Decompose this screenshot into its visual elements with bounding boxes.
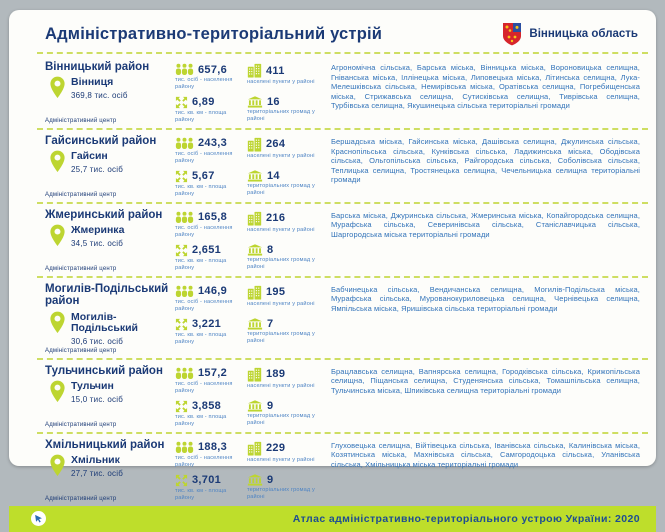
stat-settlements-label: населені пункти у районі: [247, 226, 315, 233]
center-info: [71, 150, 123, 174]
map-pin-icon: [49, 150, 66, 173]
stat-population: [175, 137, 243, 165]
district-stats: [175, 439, 327, 502]
stat-settlements-value: 216: [266, 212, 286, 225]
area-icon: [175, 400, 188, 413]
stat-hromadas: [247, 474, 327, 502]
center-population: 25,7 тис. осіб: [71, 164, 123, 174]
stat-population-value: 188,3: [198, 441, 228, 454]
people-icon: [175, 211, 194, 224]
buildings-icon: [247, 367, 262, 382]
center-name: Жмеринка: [71, 224, 125, 237]
center-info: [71, 224, 124, 248]
stat-hromadas-label: територіальних громад у районі: [247, 486, 315, 500]
district-summary: [45, 283, 175, 354]
stat-settlements-label: населені пункти у районі: [247, 456, 315, 463]
map-pin-icon: [49, 224, 66, 247]
stat-settlements: [247, 285, 327, 313]
stat-hromadas-label: територіальних громад у районі: [247, 330, 315, 344]
district-summary: [45, 439, 175, 502]
area-icon: [175, 474, 188, 487]
stat-area: [175, 244, 243, 272]
center-info: [71, 380, 123, 404]
bank-icon: [247, 318, 263, 330]
stat-hromadas-value: 9: [267, 399, 274, 412]
region-badge: [502, 22, 638, 46]
district-stats: [175, 209, 327, 272]
hromada-list-text: Брацлавська селищна, Вапнярська селищна, Городківська сільська, Крижопільська селищна, Піщанська селищна, Студенянська сільська, Томашпільська селищна, Тульчинська міська, Шпиківська селищна територіальні громади: [331, 366, 640, 395]
stat-area-label: тис. кв. км - площа району: [175, 487, 227, 501]
district-row: [9, 358, 656, 432]
district-stats: [175, 61, 327, 124]
stat-settlements-label: населені пункти у районі: [247, 382, 315, 389]
hromada-list: [327, 283, 656, 354]
hromada-list-text: Бабчинецька сільська, Вендичанська селищна, Могилів-Подільська міська, Мурафська сільська, Мурованокуриловецька селищна, Чернівецька селищна, Ямпільська міська, Яришівська сільська територіальні громади: [331, 284, 640, 313]
stat-settlements: [247, 367, 327, 395]
district-row: [9, 432, 656, 506]
stat-area-value: 6,89: [192, 96, 215, 109]
bank-icon: [247, 244, 263, 256]
area-icon: [175, 96, 188, 109]
stat-hromadas: [247, 400, 327, 428]
stat-population-value: 243,3: [198, 137, 228, 150]
bank-icon: [247, 400, 263, 412]
stat-hromadas-label: територіальних громад у районі: [247, 256, 315, 270]
area-icon: [175, 244, 188, 257]
bank-icon: [247, 96, 263, 108]
buildings-icon: [247, 211, 262, 226]
stat-hromadas: [247, 318, 327, 346]
center-name: Тульчин: [71, 380, 114, 393]
page-footer: [9, 506, 656, 532]
district-name: Могилів-Подільський район: [45, 282, 169, 308]
district-row: [9, 202, 656, 276]
stat-area: [175, 400, 243, 428]
stat-hromadas-value: 7: [267, 317, 274, 330]
stat-area-label: тис. кв. км - площа району: [175, 331, 227, 345]
stat-area-value: 3,701: [192, 474, 222, 487]
admin-center-label: Адміністративний центр: [45, 265, 117, 272]
people-icon: [175, 137, 194, 150]
stat-population: [175, 367, 243, 395]
admin-center-label: Адміністративний центр: [45, 117, 117, 124]
stat-population-value: 157,2: [198, 367, 228, 380]
bank-icon: [247, 170, 263, 182]
stat-area: [175, 96, 243, 124]
stat-population-value: 146,9: [198, 285, 228, 298]
stat-area-value: 3,858: [192, 400, 222, 413]
hromada-list: [327, 209, 656, 272]
buildings-icon: [247, 63, 262, 78]
stat-hromadas-value: 16: [267, 95, 280, 108]
stat-hromadas-label: територіальних громад у районі: [247, 182, 315, 196]
stat-population-label: тис. осіб - населення району: [175, 454, 233, 468]
stat-hromadas-value: 8: [267, 243, 274, 256]
district-summary: [45, 135, 175, 198]
map-pin-icon: [49, 380, 66, 403]
stat-population: [175, 211, 243, 239]
map-pin-icon: [49, 311, 66, 334]
footer-text: Атлас адміністративно-територіального устрою України: 2020: [292, 512, 640, 525]
admin-center-label: Адміністративний центр: [45, 495, 117, 502]
district-name: Вінницький район: [45, 61, 150, 73]
people-icon: [175, 63, 194, 76]
center-population: 369,8 тис. осіб: [71, 90, 128, 100]
people-icon: [175, 441, 194, 454]
stat-settlements: [247, 63, 327, 91]
hromada-list: [327, 135, 656, 198]
page-header: [9, 10, 656, 54]
hromada-list-text: Бершадська міська, Гайсинська міська, Дашівська селищна, Джулинська сільська, Краснопільська сільська, Кунківська сільська, Ладижинська міська, Ободівська сільська, Ольгопільська сільська, Райгородська сільська, Соболівська сільська, Теплицька селищна, Тростянецька селищна, Чечельницька селищна територіальні громади: [331, 136, 640, 185]
district-rows: [9, 54, 656, 506]
atlas-page: [9, 10, 656, 525]
stat-settlements-value: 264: [266, 138, 286, 151]
stat-hromadas: [247, 170, 327, 198]
hromada-list-text: Агрономічна сільська, Барська міська, Вінницька міська, Вороновицька селищна, Гніванська міська, Іллінецька міська, Липовецька міська, Літинська селищна, Лука-Мелешківська сільська, Немирівська міська, Оратівська селищна, Погребищенська міська, Стрижавська селищна, Сутисківська селищна, Тиврівська селищна, Турбівська селищна, Якушинецька сільська територіальні громади: [331, 63, 640, 111]
district-row: [9, 276, 656, 358]
stat-population-value: 657,6: [198, 63, 228, 76]
admin-center-block: [45, 380, 175, 420]
hromada-list: [327, 439, 656, 502]
stat-population-label: тис. осіб - населення району: [175, 380, 233, 394]
stat-hromadas-value: 9: [267, 473, 274, 486]
stat-population-label: тис. осіб - населення району: [175, 298, 233, 312]
stat-settlements-value: 189: [266, 368, 286, 381]
page-title: Адміністративно-територіальний устрій: [45, 24, 383, 43]
district-name: Хмільницький район: [45, 438, 165, 451]
region-label: Вінницька область: [529, 28, 638, 40]
admin-center-label: Адміністративний центр: [45, 191, 117, 198]
admin-center-label: Адміністративний центр: [45, 347, 117, 354]
admin-center-block: [45, 311, 175, 346]
admin-center-block: [45, 76, 175, 116]
admin-center-block: [45, 150, 175, 190]
stat-settlements-value: 195: [266, 286, 286, 299]
admin-center-block: [45, 224, 175, 264]
district-stats: [175, 135, 327, 198]
map-pin-icon: [49, 76, 66, 99]
center-population: 27,7 тис. осіб: [71, 468, 123, 478]
stat-hromadas-value: 14: [267, 169, 280, 182]
stat-population: [175, 63, 243, 91]
admin-center-label: Адміністративний центр: [45, 421, 117, 428]
stat-settlements: [247, 441, 327, 469]
center-info: [71, 454, 123, 478]
center-name: Хмільник: [71, 454, 120, 467]
center-name: Гайсин: [71, 150, 108, 163]
district-summary: [45, 61, 175, 124]
stat-hromadas: [247, 244, 327, 272]
stat-area: [175, 474, 243, 502]
stat-area-value: 2,651: [192, 244, 222, 257]
stat-population-label: тис. осіб - населення району: [175, 77, 233, 90]
area-icon: [175, 318, 188, 331]
district-stats: [175, 365, 327, 428]
center-population: 34,5 тис. осіб: [71, 238, 123, 248]
stat-settlements: [247, 211, 327, 239]
stat-settlements-value: 229: [266, 442, 286, 455]
hromada-list: [327, 365, 656, 428]
buildings-icon: [247, 137, 262, 152]
stat-area: [175, 318, 243, 346]
stat-area-label: тис. кв. км - площа району: [175, 183, 227, 197]
area-icon: [175, 170, 188, 183]
district-stats: [175, 283, 327, 354]
center-info: [71, 311, 175, 346]
stat-hromadas-label: територіальних громад у районі: [247, 108, 315, 122]
hromada-list: [327, 61, 656, 124]
district-name: Тульчинський район: [45, 364, 163, 377]
district-name: Жмеринський район: [45, 208, 163, 221]
stat-population-label: тис. осіб - населення району: [175, 224, 233, 238]
stat-population-value: 165,8: [198, 211, 228, 224]
admin-center-block: [45, 454, 175, 494]
stat-settlements-label: населені пункти у районі: [247, 300, 315, 307]
people-icon: [175, 367, 194, 380]
buildings-icon: [247, 285, 262, 300]
district-summary: [45, 365, 175, 428]
district-summary: [45, 209, 175, 272]
stat-settlements-label: населені пункти у районі: [247, 152, 315, 159]
stat-settlements-label: населені пункти у районі: [247, 79, 315, 85]
district-row: [9, 128, 656, 202]
stat-settlements: [247, 137, 327, 165]
stat-area-value: 3,221: [192, 318, 222, 331]
center-name: Могилів-Подільський: [71, 310, 138, 335]
hromada-list-text: Глуховецька селищна, Війтівецька сільська, Іванівська сільська, Калинівська міська, Козятинська міська, Махнівська сільська, Самгородоцька сільська, Уланівська сільська, Хмільницька міська територіальні громади: [331, 440, 640, 469]
stat-hromadas: [247, 96, 327, 124]
stat-population: [175, 441, 243, 469]
stat-population-label: тис. осіб - населення району: [175, 150, 233, 164]
stat-area-value: 5,67: [192, 170, 215, 183]
stat-settlements-value: 411: [266, 64, 285, 77]
hromada-list-text: Барська міська, Джуринська сільська, Жмеринська міська, Копайгородська селищна, Мурафська сільська, Северинівська сільська, Станіславчицька сільська, Шаргородська міська територіальні громади: [331, 210, 640, 240]
center-name: Вінниця: [71, 76, 114, 89]
coat-of-arms: [502, 22, 522, 46]
stat-area-label: тис. кв. км - площа району: [175, 413, 227, 427]
center-population: 15,0 тис. осіб: [71, 394, 123, 404]
district-name: Гайсинський район: [45, 134, 157, 147]
stat-area-label: тис. кв. км - площа району: [175, 257, 227, 271]
stat-area-label: тис. кв. км - площа району: [175, 109, 227, 123]
map-pin-icon: [49, 454, 66, 477]
center-info: [71, 76, 128, 100]
stat-area: [175, 170, 243, 198]
stat-population: [175, 285, 243, 313]
bank-icon: [247, 474, 263, 486]
stat-hromadas-label: територіальних громад у районі: [247, 412, 315, 426]
district-row: [9, 54, 656, 128]
people-icon: [175, 285, 194, 298]
center-population: 30,6 тис. осіб: [71, 336, 123, 346]
cursor-icon: [31, 511, 46, 526]
buildings-icon: [247, 441, 262, 456]
